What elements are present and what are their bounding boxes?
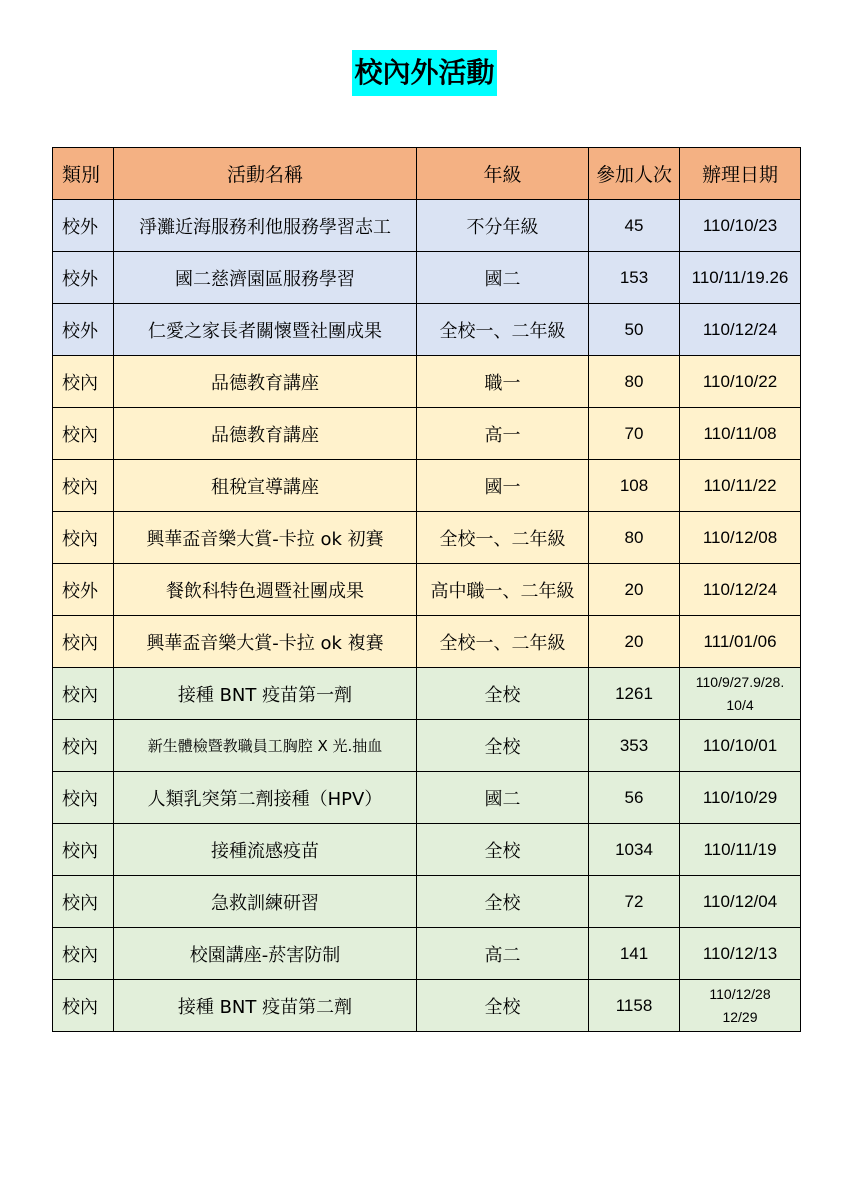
row-category: 校內 <box>53 980 114 1032</box>
row-date: 110/11/08 <box>680 408 801 460</box>
table-row <box>53 200 801 252</box>
row-name: 新生體檢暨教職員工胸腔 X 光.抽血 <box>114 720 417 772</box>
row-date: 110/10/23 <box>680 200 801 252</box>
row-category: 校內 <box>53 408 114 460</box>
row-grade: 全校 <box>417 876 589 928</box>
row-category: 校外 <box>53 304 114 356</box>
row-grade: 全校一、二年級 <box>417 512 589 564</box>
row-category: 校內 <box>53 772 114 824</box>
row-category: 校外 <box>53 200 114 252</box>
table-row <box>53 824 801 876</box>
row-grade: 國一 <box>417 460 589 512</box>
row-date <box>680 668 801 720</box>
table-row <box>53 668 801 720</box>
row-name: 餐飲科特色週暨社團成果 <box>114 564 417 616</box>
row-count: 153 <box>589 252 680 304</box>
row-date: 110/11/19 <box>680 824 801 876</box>
table-row <box>53 980 801 1032</box>
row-grade: 全校 <box>417 824 589 876</box>
row-count: 45 <box>589 200 680 252</box>
row-grade: 國二 <box>417 772 589 824</box>
row-date: 110/12/13 <box>680 928 801 980</box>
row-count: 20 <box>589 564 680 616</box>
row-name: 接種流感疫苗 <box>114 824 417 876</box>
row-category: 校內 <box>53 512 114 564</box>
row-category: 校內 <box>53 824 114 876</box>
row-date: 110/11/19.26 <box>680 252 801 304</box>
row-count: 1034 <box>589 824 680 876</box>
header-category: 類別 <box>53 148 114 200</box>
header-count: 參加人次 <box>589 148 680 200</box>
row-name: 接種 BNT 疫苗第一劑 <box>114 668 417 720</box>
row-count: 108 <box>589 460 680 512</box>
row-date: 110/10/22 <box>680 356 801 408</box>
row-count: 1158 <box>589 980 680 1032</box>
table-row <box>53 928 801 980</box>
row-count: 50 <box>589 304 680 356</box>
row-grade: 全校一、二年級 <box>417 304 589 356</box>
row-grade: 國二 <box>417 252 589 304</box>
row-count: 20 <box>589 616 680 668</box>
row-date-line2: 10/4 <box>726 696 754 713</box>
row-date: 110/12/24 <box>680 564 801 616</box>
row-count: 141 <box>589 928 680 980</box>
row-category: 校外 <box>53 564 114 616</box>
row-grade: 高二 <box>417 928 589 980</box>
table-row <box>53 772 801 824</box>
table-row <box>53 408 801 460</box>
header-date: 辦理日期 <box>680 148 801 200</box>
row-date <box>680 980 801 1032</box>
row-name: 興華盃音樂大賞-卡拉 ok 初賽 <box>114 512 417 564</box>
header-name: 活動名稱 <box>114 148 417 200</box>
row-grade: 全校 <box>417 980 589 1032</box>
table-row <box>53 876 801 928</box>
row-category: 校內 <box>53 460 114 512</box>
table-row <box>53 616 801 668</box>
row-count: 72 <box>589 876 680 928</box>
row-date: 110/10/29 <box>680 772 801 824</box>
row-count: 80 <box>589 356 680 408</box>
table-row <box>53 304 801 356</box>
row-date-line2: 12/29 <box>722 1008 758 1025</box>
row-category: 校內 <box>53 928 114 980</box>
header-row <box>53 148 801 200</box>
row-count: 70 <box>589 408 680 460</box>
row-grade: 全校 <box>417 668 589 720</box>
table-row <box>53 460 801 512</box>
row-date: 110/11/22 <box>680 460 801 512</box>
row-count: 80 <box>589 512 680 564</box>
row-date: 110/12/08 <box>680 512 801 564</box>
row-date-line1: 110/12/28 <box>709 985 771 1002</box>
table-row <box>53 512 801 564</box>
row-date: 110/12/24 <box>680 304 801 356</box>
row-name: 興華盃音樂大賞-卡拉 ok 複賽 <box>114 616 417 668</box>
row-name: 租稅宣導講座 <box>114 460 417 512</box>
row-category: 校內 <box>53 720 114 772</box>
row-category: 校內 <box>53 356 114 408</box>
row-grade: 不分年級 <box>417 200 589 252</box>
row-count: 56 <box>589 772 680 824</box>
row-name: 校園講座-菸害防制 <box>114 928 417 980</box>
row-name: 國二慈濟園區服務學習 <box>114 252 417 304</box>
table-row <box>53 252 801 304</box>
row-category: 校外 <box>53 252 114 304</box>
row-date: 110/12/04 <box>680 876 801 928</box>
title-wrap <box>0 50 849 96</box>
row-date-line1: 110/9/27.9/28. <box>695 673 785 690</box>
row-name: 品德教育講座 <box>114 408 417 460</box>
table-row <box>53 564 801 616</box>
activity-table <box>52 147 801 1032</box>
row-category: 校內 <box>53 876 114 928</box>
row-name: 接種 BNT 疫苗第二劑 <box>114 980 417 1032</box>
row-date: 111/01/06 <box>680 616 801 668</box>
row-count: 353 <box>589 720 680 772</box>
row-count: 1261 <box>589 668 680 720</box>
row-grade: 高一 <box>417 408 589 460</box>
row-category: 校內 <box>53 668 114 720</box>
row-name: 人類乳突第二劑接種（HPV） <box>114 772 417 824</box>
row-name: 品德教育講座 <box>114 356 417 408</box>
row-category: 校內 <box>53 616 114 668</box>
table-row <box>53 356 801 408</box>
row-date: 110/10/01 <box>680 720 801 772</box>
row-name: 急救訓練研習 <box>114 876 417 928</box>
row-name: 仁愛之家長者關懷暨社團成果 <box>114 304 417 356</box>
row-name: 淨灘近海服務利他服務學習志工 <box>114 200 417 252</box>
row-grade: 高中職一、二年級 <box>417 564 589 616</box>
row-grade: 全校一、二年級 <box>417 616 589 668</box>
table-row <box>53 720 801 772</box>
row-grade: 全校 <box>417 720 589 772</box>
row-grade: 職一 <box>417 356 589 408</box>
page-title: 校內外活動 <box>352 50 496 96</box>
header-grade: 年級 <box>417 148 589 200</box>
